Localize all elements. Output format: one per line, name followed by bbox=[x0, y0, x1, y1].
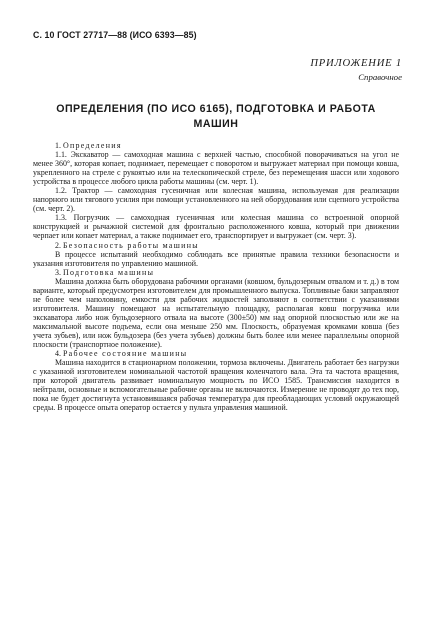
title-line-1: ОПРЕДЕЛЕНИЯ (ПО ИСО 6165), ПОДГОТОВКА И РАБОТА bbox=[56, 103, 376, 115]
appendix-title: ПРИЛОЖЕНИЕ 1 bbox=[310, 58, 402, 69]
paragraph: 1.3. Погрузчик — самоходная гусеничная или колесная машина со встроенной опорной конструкцией и рычажной системой для фронтально расположенного ковша, который при движении черпает или копает материал, а также поднимает его, транспортирует и выгружает (см. черт. 3). bbox=[33, 213, 399, 241]
section-heading: 1. Определения bbox=[55, 141, 122, 150]
paragraph: В процессе испытаний необходимо соблюдать все принятые правила техники безопасности и указания изготовителя по управлению машиной. bbox=[33, 249, 399, 268]
section-heading: 4. Рабочее состояние машины bbox=[55, 349, 188, 359]
title-line-2: МАШИН bbox=[193, 118, 239, 130]
paragraph: Машина должна быть оборудована рабочими органами (ковшом, бульдозерным отвалом и т. д.) в том варианте, который предусмотрен изготовителем для промышленного выпуска. Топливные баки заправляют не более чем наполовину, емкости для рабочих жидкостей заполняют в соответствии с указаниями изготовителя. Машину помещают на испытательную площадку, располагая ковш погрузчика или экскаватора либо нож бульдозерного отвала на высоте (300±50) мм над опорной плоскостью или же на максимальной высоте подъема, если она меньше 250 мм. Плоскость, образуемая кромками ковша (без учета зубьев), или нож бульдозера (без учета зубьев) должны быть более или менее параллельны опорной плоскости (транспортное положение). bbox=[33, 276, 399, 350]
appendix-subtitle: Справочное bbox=[358, 72, 402, 82]
appendix-label bbox=[310, 58, 402, 82]
paragraph: 1.1. Экскаватор — самоходная машина с верхней частью, способной поворачиваться на угол не менее 360°, которая копает, поднимает, перемещает с поворотом и выгружает материал при помощи ковша, укрепленного на стреле с рукоятью или на телескопической стреле, без перемещения шасси или ходового устройства в процессе любого цикла работы машины (см. черт. 1). bbox=[33, 150, 399, 187]
paragraph: 1.2. Трактор — самоходная гусеничная или колесная машина, используемая для реализации напорного или тягового усилия при помощи установленного на ней оборудования или сцепного устройства (см. черт. 2). bbox=[33, 186, 399, 214]
section-heading: 2. Безопасность работы машины bbox=[55, 240, 199, 250]
document-body bbox=[33, 141, 399, 412]
section-heading: 3. Подготовка машины bbox=[55, 267, 155, 277]
paragraph: Машина находится в стационарном положении, тормоза включены. Двигатель работает без нагрузки с указанной изготовителем номинальной частотой вращения коленчатого вала. Эта та частота вращения, при которой двигатель развивает номинальную мощность по ИСО 1585. Трансмиссия находится в нейтрали, основные и вспомогательные рабочие органы не включаются. Измерение не проводят до тех пор, пока не будет достигнута установившаяся рабочая температура для преобладающих условий окружающей среды. В процессе опыта оператор остается у пульта управления машиной. bbox=[33, 358, 399, 413]
page-header: С. 10 ГОСТ 27717—88 (ИСО 6393—85) bbox=[33, 30, 197, 40]
document-title bbox=[33, 102, 399, 132]
